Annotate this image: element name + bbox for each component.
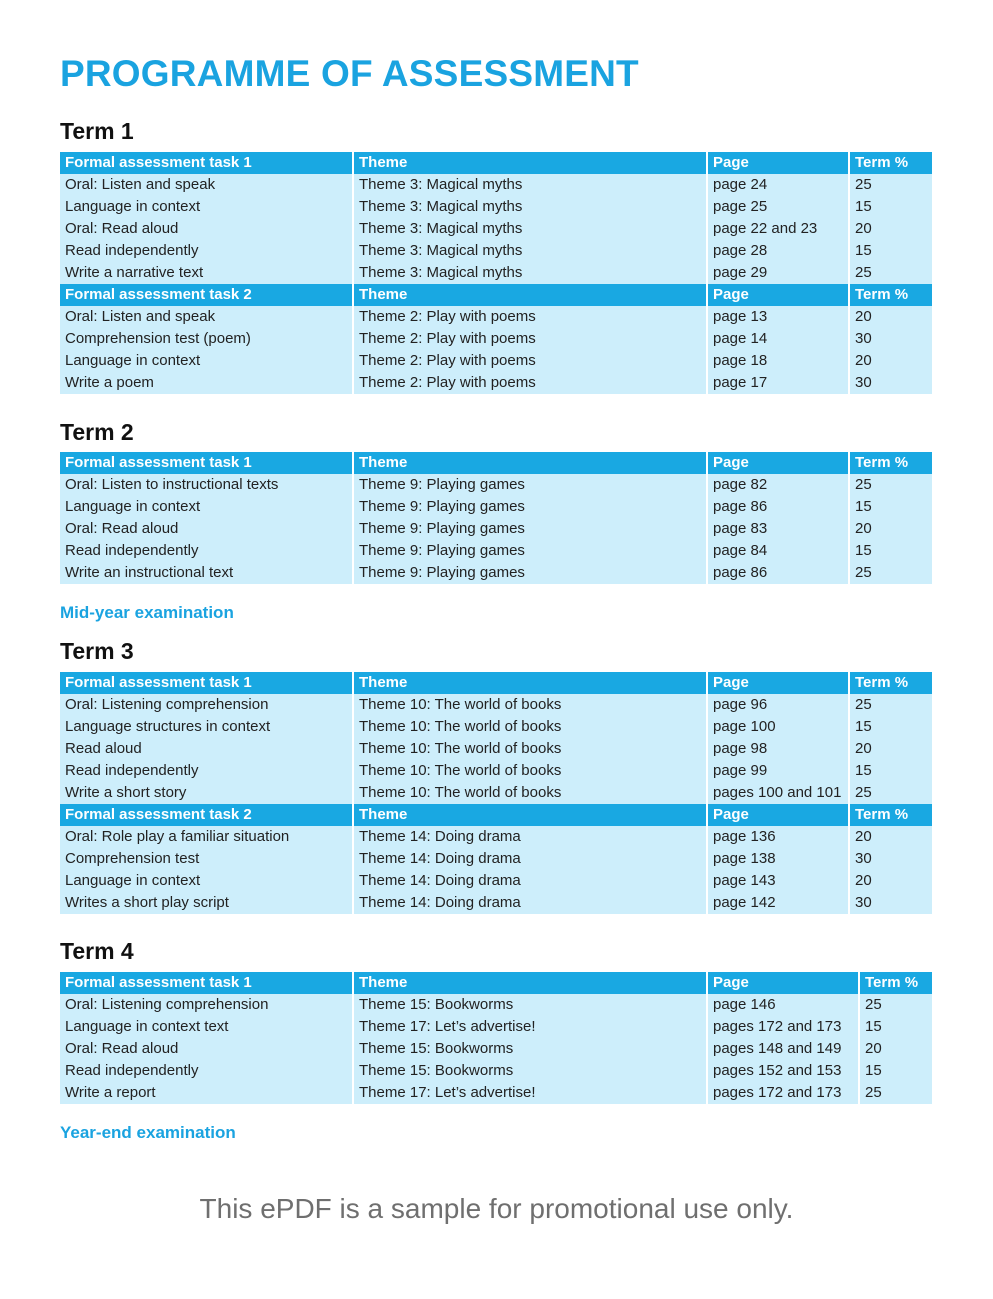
header-page-cell: Page xyxy=(707,152,849,174)
page-cell: page 24 xyxy=(707,174,849,196)
term-4-table-body xyxy=(60,972,932,1104)
header-task-cell: Formal assessment task 1 xyxy=(60,672,353,694)
page-cell: page 136 xyxy=(707,826,849,848)
task-cell: Language in context xyxy=(60,870,353,892)
table-row xyxy=(60,496,932,518)
term-percent-cell: 20 xyxy=(849,218,932,240)
term-4-table xyxy=(60,972,932,1104)
task-cell: Oral: Read aloud xyxy=(60,518,353,540)
theme-cell: Theme 9: Playing games xyxy=(353,474,707,496)
theme-cell: Theme 10: The world of books xyxy=(353,694,707,716)
header-task-cell: Formal assessment task 1 xyxy=(60,452,353,474)
theme-cell: Theme 2: Play with poems xyxy=(353,306,707,328)
header-theme-cell: Theme xyxy=(353,284,707,306)
term-percent-cell: 25 xyxy=(849,782,932,804)
task-cell: Write a poem xyxy=(60,372,353,394)
table-row xyxy=(60,240,932,262)
header-term-percent-cell: Term % xyxy=(849,804,932,826)
theme-cell: Theme 2: Play with poems xyxy=(353,372,707,394)
task-cell: Language structures in context xyxy=(60,716,353,738)
term-percent-cell: 20 xyxy=(849,870,932,892)
header-task-cell: Formal assessment task 1 xyxy=(60,152,353,174)
theme-cell: Theme 9: Playing games xyxy=(353,562,707,584)
theme-cell: Theme 17: Let’s advertise! xyxy=(353,1082,707,1104)
page-cell: page 96 xyxy=(707,694,849,716)
term-percent-cell: 25 xyxy=(859,1082,932,1104)
page-cell: page 14 xyxy=(707,328,849,350)
table-row xyxy=(60,782,932,804)
table-row xyxy=(60,1016,932,1038)
task-cell: Language in context xyxy=(60,350,353,372)
table-row xyxy=(60,196,932,218)
table-row xyxy=(60,716,932,738)
theme-cell: Theme 9: Playing games xyxy=(353,518,707,540)
table-row xyxy=(60,474,932,496)
header-term-percent-cell: Term % xyxy=(849,452,932,474)
page-cell: pages 148 and 149 xyxy=(707,1038,859,1060)
table-row xyxy=(60,760,932,782)
term-percent-cell: 30 xyxy=(849,848,932,870)
task-cell: Read independently xyxy=(60,1060,353,1082)
page-cell: page 146 xyxy=(707,994,859,1016)
table-row xyxy=(60,518,932,540)
term-2-table-body xyxy=(60,452,932,584)
table-row xyxy=(60,262,932,284)
page-title: PROGRAMME OF ASSESSMENT xyxy=(60,53,639,94)
table-row xyxy=(60,892,932,914)
term-1-heading: Term 1 xyxy=(60,118,134,144)
task-cell: Read independently xyxy=(60,240,353,262)
task-cell: Writes a short play script xyxy=(60,892,353,914)
header-page-cell: Page xyxy=(707,452,849,474)
page-cell: pages 172 and 173 xyxy=(707,1082,859,1104)
table-row xyxy=(60,994,932,1016)
header-term-percent-cell: Term % xyxy=(849,284,932,306)
term-percent-cell: 30 xyxy=(849,328,932,350)
header-page-cell: Page xyxy=(707,284,849,306)
table-row xyxy=(60,1082,932,1104)
task-cell: Language in context xyxy=(60,196,353,218)
task-cell: Oral: Read aloud xyxy=(60,1038,353,1060)
task-cell: Write a short story xyxy=(60,782,353,804)
table-header-row xyxy=(60,972,932,994)
term-3-heading: Term 3 xyxy=(60,638,134,664)
table-header-row xyxy=(60,804,932,826)
term-percent-cell: 15 xyxy=(849,240,932,262)
term-3-table-body xyxy=(60,672,932,914)
task-cell: Oral: Listening comprehension xyxy=(60,694,353,716)
header-task-cell: Formal assessment task 2 xyxy=(60,804,353,826)
task-cell: Oral: Read aloud xyxy=(60,218,353,240)
task-cell: Language in context text xyxy=(60,1016,353,1038)
theme-cell: Theme 14: Doing drama xyxy=(353,870,707,892)
header-page-cell: Page xyxy=(707,672,849,694)
term-1-table xyxy=(60,152,932,394)
page-cell: page 142 xyxy=(707,892,849,914)
table-row xyxy=(60,174,932,196)
term-percent-cell: 20 xyxy=(849,738,932,760)
page-cell: page 86 xyxy=(707,562,849,584)
header-theme-cell: Theme xyxy=(353,672,707,694)
table-header-row xyxy=(60,284,932,306)
term-percent-cell: 25 xyxy=(849,174,932,196)
theme-cell: Theme 10: The world of books xyxy=(353,716,707,738)
theme-cell: Theme 3: Magical myths xyxy=(353,196,707,218)
table-row xyxy=(60,328,932,350)
term-percent-cell: 20 xyxy=(849,350,932,372)
task-cell: Oral: Listen to instructional texts xyxy=(60,474,353,496)
table-row xyxy=(60,562,932,584)
table-row xyxy=(60,694,932,716)
header-page-cell: Page xyxy=(707,972,859,994)
promo-footer-note: This ePDF is a sample for promotional use only. xyxy=(199,1193,794,1224)
theme-cell: Theme 2: Play with poems xyxy=(353,350,707,372)
term-percent-cell: 20 xyxy=(849,518,932,540)
mid-year-exam-label: Mid-year examination xyxy=(60,603,234,622)
page-cell: page 98 xyxy=(707,738,849,760)
table-header-row xyxy=(60,452,932,474)
task-cell: Oral: Role play a familiar situation xyxy=(60,826,353,848)
task-cell: Read independently xyxy=(60,540,353,562)
theme-cell: Theme 10: The world of books xyxy=(353,760,707,782)
header-term-percent-cell: Term % xyxy=(849,672,932,694)
term-percent-cell: 15 xyxy=(849,196,932,218)
theme-cell: Theme 15: Bookworms xyxy=(353,1038,707,1060)
page-cell: page 99 xyxy=(707,760,849,782)
header-term-percent-cell: Term % xyxy=(849,152,932,174)
page-cell: page 82 xyxy=(707,474,849,496)
header-page-cell: Page xyxy=(707,804,849,826)
term-percent-cell: 25 xyxy=(849,262,932,284)
term-2-table xyxy=(60,452,932,584)
theme-cell: Theme 14: Doing drama xyxy=(353,826,707,848)
term-percent-cell: 20 xyxy=(849,306,932,328)
task-cell: Write a narrative text xyxy=(60,262,353,284)
table-row xyxy=(60,738,932,760)
page-cell: page 28 xyxy=(707,240,849,262)
task-cell: Read independently xyxy=(60,760,353,782)
page-cell: page 86 xyxy=(707,496,849,518)
task-cell: Language in context xyxy=(60,496,353,518)
task-cell: Oral: Listening comprehension xyxy=(60,994,353,1016)
theme-cell: Theme 9: Playing games xyxy=(353,496,707,518)
term-2-heading: Term 2 xyxy=(60,419,134,445)
theme-cell: Theme 15: Bookworms xyxy=(353,1060,707,1082)
term-percent-cell: 30 xyxy=(849,892,932,914)
term-percent-cell: 15 xyxy=(849,716,932,738)
header-term-percent-cell: Term % xyxy=(859,972,932,994)
theme-cell: Theme 10: The world of books xyxy=(353,738,707,760)
page-cell: page 83 xyxy=(707,518,849,540)
theme-cell: Theme 14: Doing drama xyxy=(353,892,707,914)
table-row xyxy=(60,1038,932,1060)
theme-cell: Theme 2: Play with poems xyxy=(353,328,707,350)
task-cell: Write a report xyxy=(60,1082,353,1104)
theme-cell: Theme 9: Playing games xyxy=(353,540,707,562)
table-row xyxy=(60,350,932,372)
page-cell: page 22 and 23 xyxy=(707,218,849,240)
term-3-table xyxy=(60,672,932,914)
task-cell: Comprehension test xyxy=(60,848,353,870)
term-percent-cell: 25 xyxy=(859,994,932,1016)
theme-cell: Theme 3: Magical myths xyxy=(353,240,707,262)
header-task-cell: Formal assessment task 1 xyxy=(60,972,353,994)
term-percent-cell: 15 xyxy=(849,760,932,782)
term-1-table-body xyxy=(60,152,932,394)
page-cell: page 29 xyxy=(707,262,849,284)
task-cell: Comprehension test (poem) xyxy=(60,328,353,350)
table-row xyxy=(60,306,932,328)
page-cell: page 13 xyxy=(707,306,849,328)
table-row xyxy=(60,870,932,892)
table-header-row xyxy=(60,672,932,694)
page-cell: page 25 xyxy=(707,196,849,218)
term-percent-cell: 20 xyxy=(849,826,932,848)
table-row xyxy=(60,1060,932,1082)
table-row xyxy=(60,848,932,870)
task-cell: Oral: Listen and speak xyxy=(60,306,353,328)
term-percent-cell: 25 xyxy=(849,562,932,584)
page-cell: pages 172 and 173 xyxy=(707,1016,859,1038)
page-cell: page 100 xyxy=(707,716,849,738)
term-percent-cell: 15 xyxy=(859,1060,932,1082)
header-theme-cell: Theme xyxy=(353,152,707,174)
page-cell: page 84 xyxy=(707,540,849,562)
page-cell: page 17 xyxy=(707,372,849,394)
term-4-heading: Term 4 xyxy=(60,938,134,964)
page-cell: pages 100 and 101 xyxy=(707,782,849,804)
task-cell: Oral: Listen and speak xyxy=(60,174,353,196)
table-row xyxy=(60,826,932,848)
page-cell: page 18 xyxy=(707,350,849,372)
header-theme-cell: Theme xyxy=(353,452,707,474)
term-percent-cell: 20 xyxy=(859,1038,932,1060)
theme-cell: Theme 3: Magical myths xyxy=(353,262,707,284)
theme-cell: Theme 17: Let’s advertise! xyxy=(353,1016,707,1038)
page-cell: page 138 xyxy=(707,848,849,870)
header-theme-cell: Theme xyxy=(353,804,707,826)
theme-cell: Theme 3: Magical myths xyxy=(353,174,707,196)
table-row xyxy=(60,372,932,394)
term-percent-cell: 25 xyxy=(849,694,932,716)
term-percent-cell: 15 xyxy=(859,1016,932,1038)
year-end-exam-label: Year-end examination xyxy=(60,1123,236,1142)
table-header-row xyxy=(60,152,932,174)
theme-cell: Theme 15: Bookworms xyxy=(353,994,707,1016)
table-row xyxy=(60,218,932,240)
term-percent-cell: 15 xyxy=(849,496,932,518)
task-cell: Write an instructional text xyxy=(60,562,353,584)
page-cell: page 143 xyxy=(707,870,849,892)
term-percent-cell: 25 xyxy=(849,474,932,496)
task-cell: Read aloud xyxy=(60,738,353,760)
header-task-cell: Formal assessment task 2 xyxy=(60,284,353,306)
term-percent-cell: 15 xyxy=(849,540,932,562)
theme-cell: Theme 14: Doing drama xyxy=(353,848,707,870)
term-percent-cell: 30 xyxy=(849,372,932,394)
theme-cell: Theme 10: The world of books xyxy=(353,782,707,804)
theme-cell: Theme 3: Magical myths xyxy=(353,218,707,240)
table-row xyxy=(60,540,932,562)
header-theme-cell: Theme xyxy=(353,972,707,994)
page-cell: pages 152 and 153 xyxy=(707,1060,859,1082)
